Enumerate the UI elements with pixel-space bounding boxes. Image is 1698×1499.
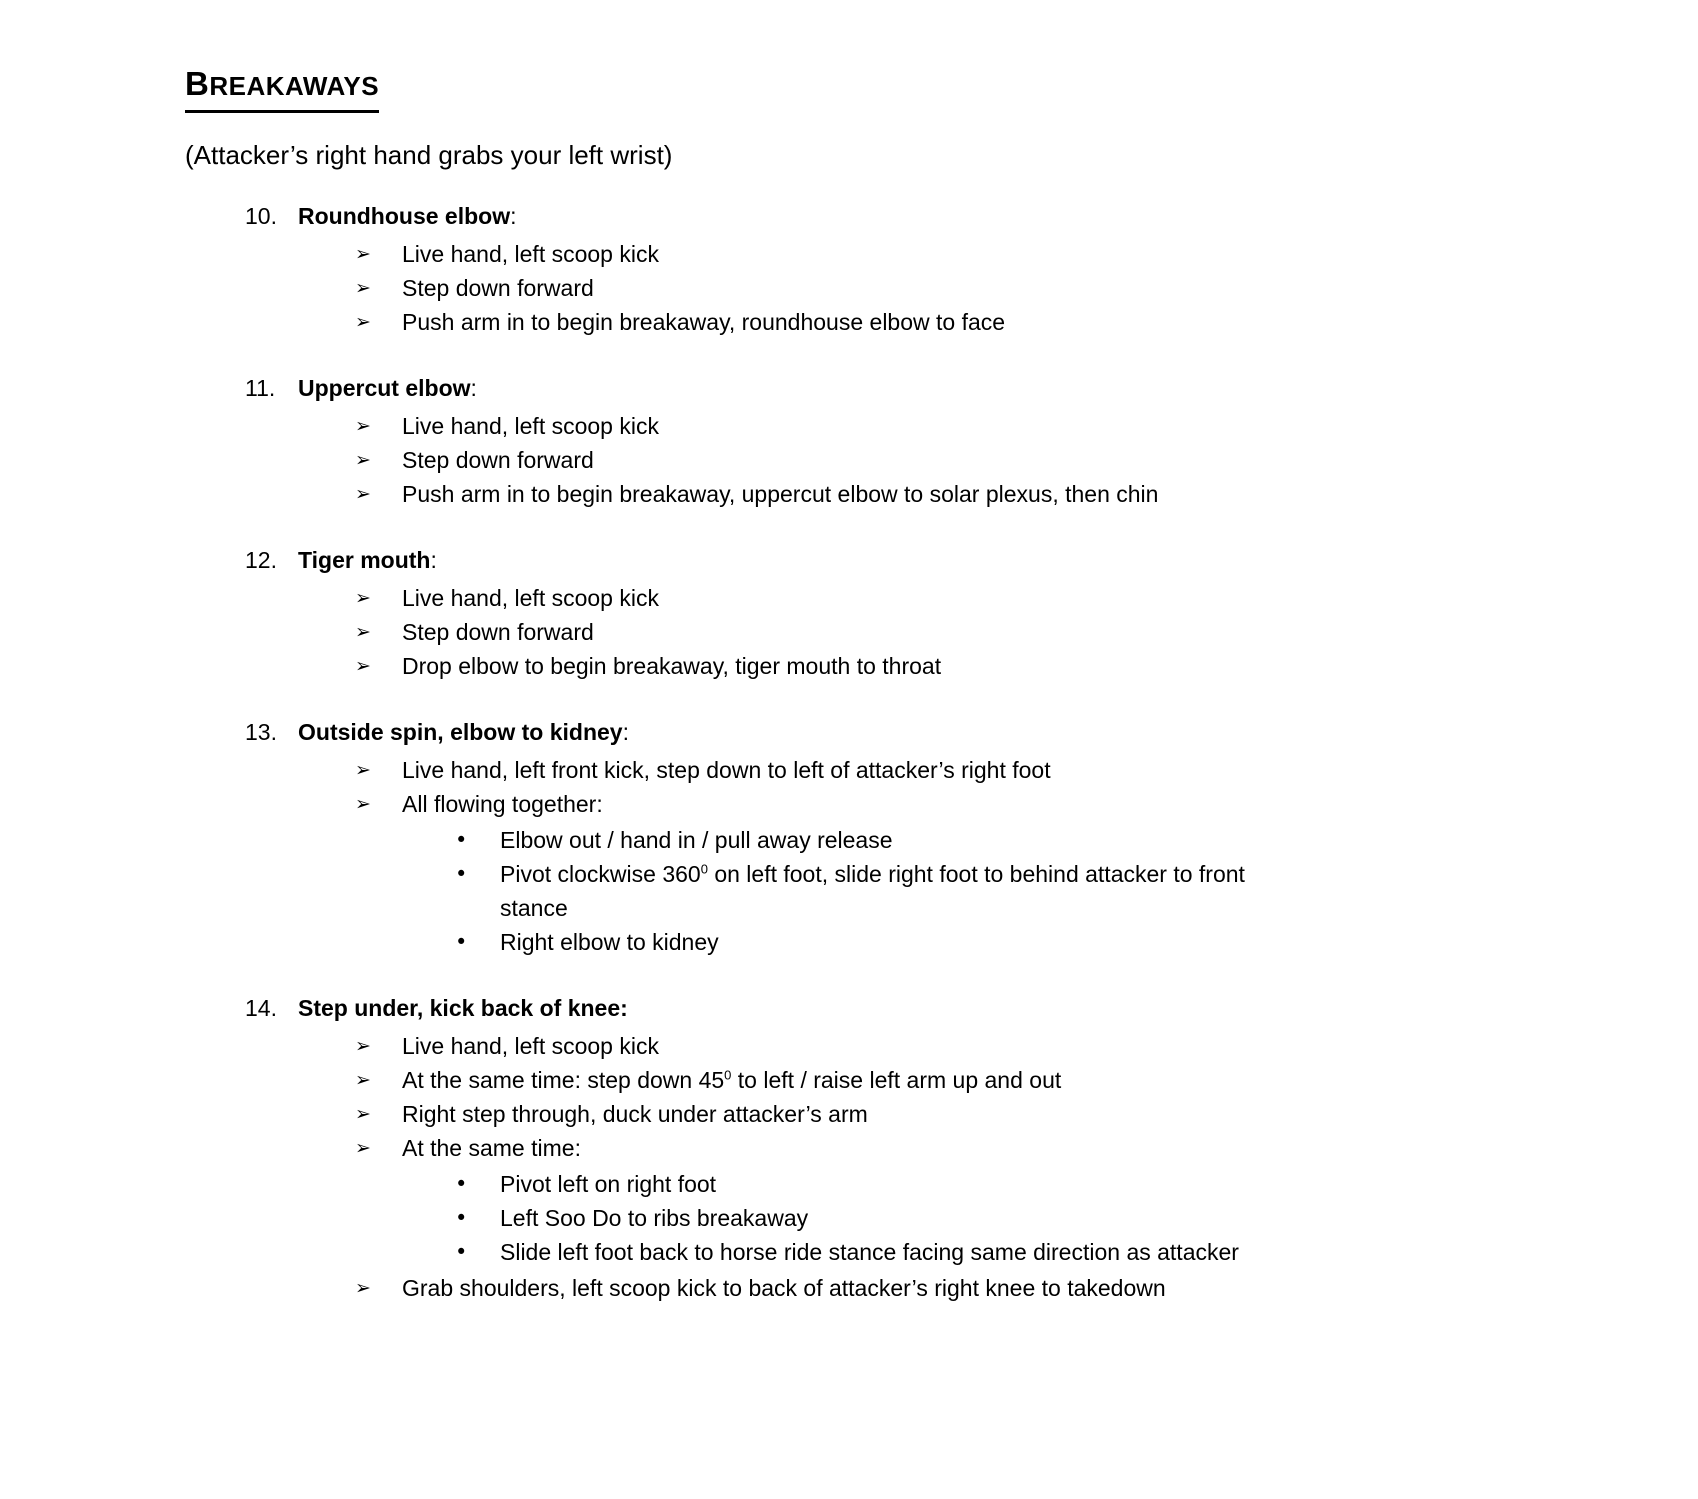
- arrow-bullet-icon: ➢: [355, 1035, 371, 1057]
- arrow-bullet-icon: ➢: [355, 243, 371, 265]
- dot-bullet-icon: •: [455, 862, 468, 886]
- sub-bullet-item: [455, 1235, 1698, 1269]
- section-heading-text: Tiger mouth: [298, 547, 431, 573]
- bullet-item: [355, 305, 1698, 339]
- sub-bullet-text: Slide left foot back to horse ride stance facing same direction as attacker: [500, 1239, 1239, 1265]
- arrow-bullet-icon: ➢: [355, 415, 371, 437]
- arrow-bullet-icon: ➢: [355, 621, 371, 643]
- section-heading-text: Uppercut elbow: [298, 375, 471, 401]
- arrow-bullet-icon: ➢: [355, 277, 371, 299]
- dot-bullet-icon: •: [455, 930, 468, 954]
- sub-bullet-text: Elbow out / hand in / pull away release: [500, 827, 893, 853]
- sub-bullet-text: Right elbow to kidney: [500, 929, 719, 955]
- section-heading-suffix: :: [622, 719, 629, 745]
- arrow-bullet-icon: ➢: [355, 1103, 371, 1125]
- section-number: 13.: [245, 719, 277, 745]
- bullet-text: Step down forward: [402, 619, 594, 645]
- arrow-bullet-icon: ➢: [355, 655, 371, 677]
- bullet-text: Push arm in to begin breakaway, uppercut elbow to solar plexus, then chin: [402, 481, 1159, 507]
- section-number: 10.: [245, 203, 277, 229]
- sub-bullet-item: [455, 925, 1698, 959]
- sub-bullet-text: Left Soo Do to ribs breakaway: [500, 1205, 809, 1231]
- sub-bullet-text-wrap: stance: [500, 895, 568, 921]
- dot-bullet-icon: •: [455, 1206, 468, 1230]
- bullet-text: Step down forward: [402, 447, 594, 473]
- section-number: 11.: [245, 375, 276, 401]
- arrow-bullet-icon: ➢: [355, 1137, 371, 1159]
- bullet-item: [355, 753, 1698, 787]
- sub-bullet-item: [455, 1201, 1698, 1235]
- arrow-bullet-icon: ➢: [355, 587, 371, 609]
- bullet-item: [355, 1271, 1698, 1305]
- section-heading: [245, 201, 1698, 231]
- bullet-text: Right step through, duck under attacker’s arm: [402, 1101, 868, 1127]
- section-12: [245, 545, 1698, 683]
- bullet-text: Step down forward: [402, 275, 594, 301]
- arrow-bullet-icon: ➢: [355, 1069, 371, 1091]
- dot-bullet-icon: •: [455, 1240, 468, 1264]
- dot-bullet-icon: •: [455, 1172, 468, 1196]
- bullet-text: Drop elbow to begin breakaway, tiger mouth to throat: [402, 653, 942, 679]
- section-14: [245, 993, 1698, 1305]
- bullet-item: [355, 615, 1698, 649]
- bullet-item: [355, 787, 1698, 821]
- section-heading: [245, 993, 1698, 1023]
- section-heading: [245, 717, 1698, 747]
- bullet-item: [355, 477, 1698, 511]
- arrow-bullet-icon: ➢: [355, 1277, 371, 1299]
- superscript-zero: 0: [724, 1067, 732, 1083]
- bullet-item: [355, 1029, 1698, 1063]
- section-heading-suffix: :: [430, 547, 437, 573]
- bullet-text: At the same time:: [402, 1135, 581, 1161]
- page-title: [185, 66, 379, 113]
- section-13: [245, 717, 1698, 959]
- section-heading-text: Step under, kick back of knee:: [298, 995, 628, 1021]
- section-number: 14.: [245, 995, 277, 1021]
- superscript-zero: 0: [700, 861, 708, 877]
- attack-description: (Attacker’s right hand grabs your left wrist): [185, 140, 673, 170]
- bullet-text: [402, 1063, 1061, 1097]
- sub-bullet-text: [500, 857, 1245, 925]
- section-11: [245, 373, 1698, 511]
- bullet-text: Grab shoulders, left scoop kick to back of attacker’s right knee to takedown: [402, 1275, 1166, 1301]
- section-number: 12.: [245, 547, 277, 573]
- sub-bullet-text: Pivot left on right foot: [500, 1171, 717, 1197]
- bullet-item: [355, 649, 1698, 683]
- page-title-initial: B: [185, 65, 210, 102]
- bullet-item: [355, 443, 1698, 477]
- sub-bullet-item: [455, 823, 1698, 857]
- section-heading-suffix: :: [470, 375, 477, 401]
- bullet-item: [355, 237, 1698, 271]
- bullet-text: Live hand, left scoop kick: [402, 241, 659, 267]
- bullet-text: Push arm in to begin breakaway, roundhouse elbow to face: [402, 309, 1006, 335]
- section-heading-text: Roundhouse elbow: [298, 203, 511, 229]
- bullet-text-post: to left / raise left arm up and out: [731, 1067, 1062, 1093]
- bullet-item: [355, 409, 1698, 443]
- sub-bullet-text-pre: Pivot clockwise 360: [500, 861, 701, 887]
- section-heading: [245, 373, 1698, 403]
- bullet-text: All flowing together:: [402, 791, 603, 817]
- section-heading-suffix: :: [510, 203, 517, 229]
- arrow-bullet-icon: ➢: [355, 449, 371, 471]
- section-heading: [245, 545, 1698, 575]
- arrow-bullet-icon: ➢: [355, 759, 371, 781]
- sub-bullet-list: [245, 1167, 1698, 1269]
- sub-bullet-item: [455, 1167, 1698, 1201]
- sub-bullet-text-post: on left foot, slide right foot to behind attacker to front: [707, 861, 1245, 887]
- arrow-bullet-icon: ➢: [355, 311, 371, 333]
- bullet-text: Live hand, left scoop kick: [402, 1033, 659, 1059]
- bullet-item: [355, 581, 1698, 615]
- bullet-text: Live hand, left scoop kick: [402, 585, 659, 611]
- arrow-bullet-icon: ➢: [355, 483, 371, 505]
- arrow-bullet-icon: ➢: [355, 793, 371, 815]
- bullet-text-pre: At the same time: step down 45: [402, 1067, 725, 1093]
- page-title-rest: REAKAWAYS: [209, 71, 380, 101]
- bullet-item: [355, 1097, 1698, 1131]
- bullet-item: [355, 1131, 1698, 1165]
- sub-bullet-item: [455, 857, 1698, 925]
- section-heading-text: Outside spin, elbow to kidney: [298, 719, 623, 745]
- bullet-item: [355, 1063, 1698, 1097]
- dot-bullet-icon: •: [455, 828, 468, 852]
- bullet-item: [355, 271, 1698, 305]
- section-10: [245, 201, 1698, 339]
- sub-bullet-list: [245, 823, 1698, 959]
- bullet-text: Live hand, left scoop kick: [402, 413, 659, 439]
- bullet-text: Live hand, left front kick, step down to left of attacker’s right foot: [402, 757, 1051, 783]
